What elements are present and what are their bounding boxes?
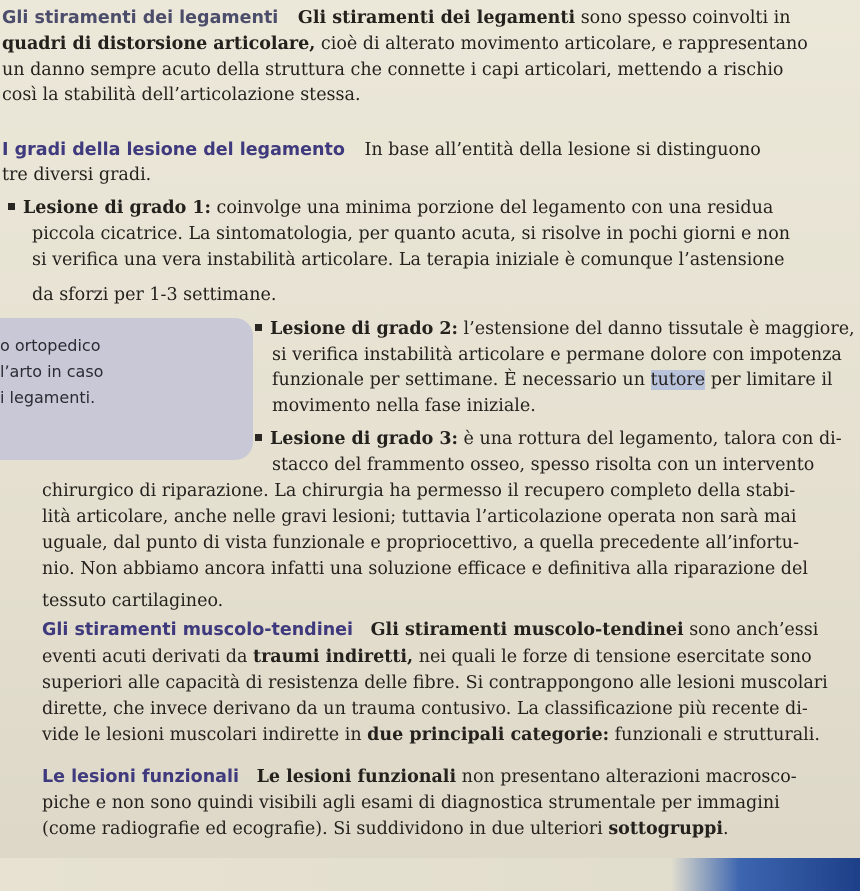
paragraph-line: nio. Non abbiamo ancora infatti una soluzione efficace e definitiva alla riparazione del: [42, 559, 808, 579]
paragraph-line: tessuto cartilagineo.: [42, 591, 224, 611]
paragraph-line: vide le lesioni muscolari indirette in due principali categorie: funzionali e strutturali.: [42, 725, 820, 745]
paragraph-line: stacco del frammento osseo, spesso risolta con un intervento: [272, 455, 815, 475]
bullet-icon: [8, 203, 15, 210]
list-item-grade-2: Lesione di grado 2: l’estensione del danno tissutale è maggiore,: [255, 318, 855, 340]
paragraph-line: (come radiografie ed ecografie). Si suddividono in due ulteriori sottogruppi.: [42, 819, 729, 839]
paragraph-line: I gradi della lesione del legamento In base all’entità della lesione si distinguono: [2, 140, 761, 160]
list-item-grade-3: Lesione di grado 3: è una rottura del legamento, talora con di-: [255, 428, 842, 450]
bullet-icon: [255, 324, 262, 331]
paragraph-line: piche e non sono quindi visibili agli esami di diagnostica strumentale per immagini: [42, 793, 780, 813]
list-item-grade-1: Lesione di grado 1: coinvolge una minima porzione del legamento con una residua: [8, 197, 773, 219]
paragraph-line: chirurgico di riparazione. La chirurgia ha permesso il recupero completo della stabi-: [42, 481, 796, 501]
paragraph-line: funzionale per settimane. È necessario un tutore per limitare il: [272, 370, 833, 390]
paragraph-line: uguale, dal punto di vista funzionale e propriocettivo, a quella precedente all’infortu-: [42, 533, 799, 553]
margin-note-line: o ortopedico: [0, 336, 101, 355]
bullet-icon: [255, 434, 262, 441]
paragraph-line: superiori alle capacità di resistenza delle fibre. Si contrappongono alle lesioni muscolari: [42, 673, 828, 693]
paragraph-line: eventi acuti derivati da traumi indiretti, nei quali le forze di tensione esercitate sono: [42, 647, 812, 667]
paragraph-line: dirette, che invece derivano da un trauma contusivo. La classificazione più recente di-: [42, 699, 808, 719]
paragraph-line: si verifica instabilità articolare e permane dolore con impotenza: [272, 345, 842, 365]
paragraph-line: piccola cicatrice. La sintomatologia, per quanto acuta, si risolve in pochi giorni e non: [32, 224, 791, 244]
section-title-gradi: I gradi della lesione del legamento: [2, 140, 345, 160]
margin-note-line: l’arto in caso: [0, 362, 104, 381]
paragraph-line: quadri di distorsione articolare, cioè di alterato movimento articolare, e rappresentano: [2, 34, 808, 54]
paragraph-line: Gli stiramenti muscolo-tendinei Gli stiramenti muscolo-tendinei sono anch’essi: [42, 620, 819, 640]
section-title-muscolo-tendinei: Gli stiramenti muscolo-tendinei: [42, 620, 354, 640]
paragraph-line: Le lesioni funzionali Le lesioni funzionali non presentano alterazioni macrosco-: [42, 767, 797, 787]
margin-note-line: i legamenti.: [0, 388, 96, 407]
paragraph-line: movimento nella fase iniziale.: [272, 396, 536, 416]
highlighted-word: tutore: [650, 370, 706, 390]
paragraph-line: così la stabilità dell’articolazione stessa.: [2, 85, 361, 105]
paragraph-line: da sforzi per 1-3 settimane.: [32, 285, 277, 305]
paragraph-line: lità articolare, anche nelle gravi lesioni; tuttavia l’articolazione operata non sarà mai: [42, 507, 797, 527]
section-title-ligamenti: Gli stiramenti dei legamenti: [2, 8, 279, 28]
paragraph-line: si verifica una vera instabilità articolare. La terapia iniziale è comunque l’astensione: [32, 250, 785, 270]
paragraph-line: Gli stiramenti dei legamenti Gli stiramenti dei legamenti sono spesso coinvolti in: [2, 8, 791, 28]
page-bottom-decoration: [0, 858, 860, 891]
section-title-lesioni-funzionali: Le lesioni funzionali: [42, 767, 239, 787]
margin-note-box: [0, 318, 253, 460]
paragraph-line: tre diversi gradi.: [2, 165, 152, 185]
paragraph-line: un danno sempre acuto della struttura che connette i capi articolari, mettendo a rischio: [2, 60, 784, 80]
